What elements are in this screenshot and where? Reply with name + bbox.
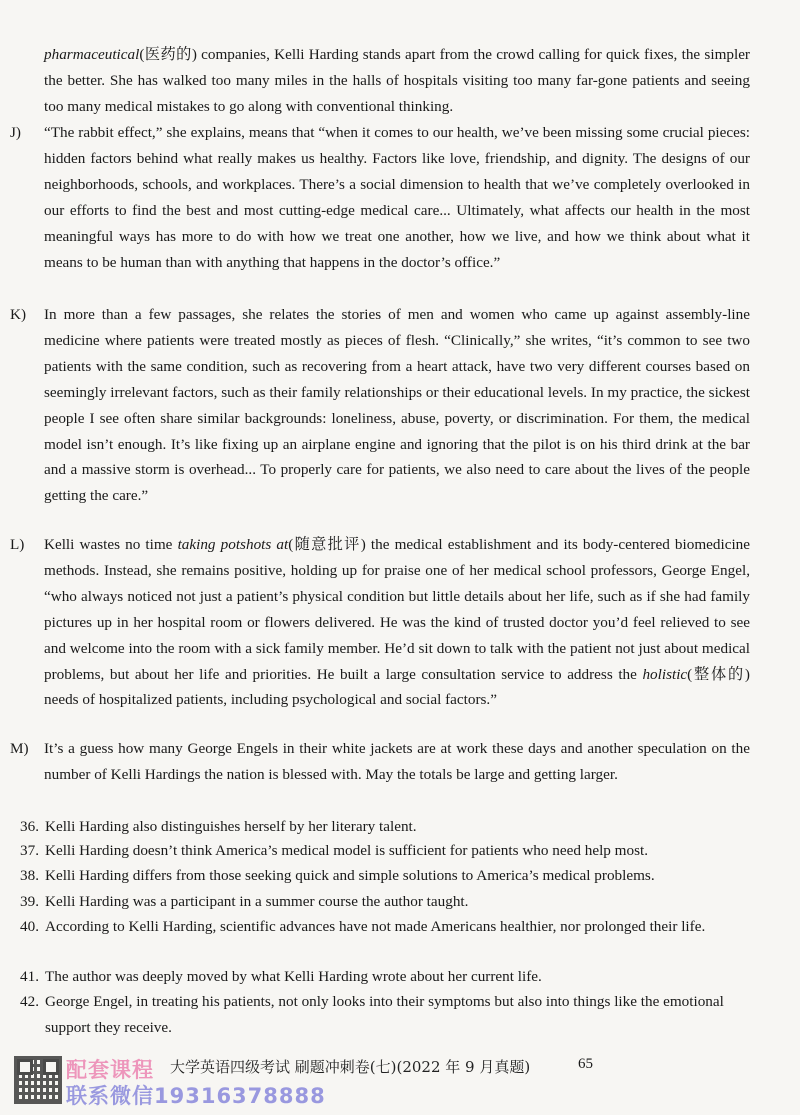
paragraph-label: M) (10, 740, 29, 757)
question-text: Kelli Harding was a participant in a summer course the author taught. (45, 893, 469, 911)
question-38 (20, 863, 732, 889)
paragraph-k (10, 302, 750, 509)
paragraph-text: It’s a guess how many George Engels in their white jackets are at work these days and another speculation on the number of Kelli Hardings the nation is blessed with. May the totals be large and getting larger. (44, 740, 750, 783)
page-footer (0, 1048, 800, 1115)
question-41 (20, 964, 732, 990)
paragraph-text: In more than a few passages, she relates the stories of men and women who came up against assembly-line medicine where patients were treated mostly as pieces of flesh. “Clinically,” she writes, “it’s common to see two patients with the same condition, such as recovering from a heart attack, have two very different courses based on seemingly irrelevant factors, such as their family relationships or their educational levels. In my practice, the sickest people I see often share similar backgrounds: loneliness, abuse, poverty, or discrimination. For them, the medical model isn’t enough. It’s like fixing up an airplane engine and ignoring that the pilot is on his third drink at the bar and a massive storm is overhead... To properly care for patients, we also need to care about the lives of the people getting the care.” (44, 306, 750, 505)
question-36 (20, 814, 732, 840)
qr-code-icon (14, 1056, 62, 1104)
intro-italic-term: pharmaceutical (44, 46, 140, 63)
question-number: 37. (20, 842, 39, 859)
paragraph-text: “The rabbit effect,” she explains, means that “when it comes to our health, we’ve been missing some crucial pieces: hidden factors behind what really makes us healthy. Factors like love, friendship, and dignity. The designs of our neighborhoods, schools, and workplaces. There’s a social dimension to health that we’ve completely overlooked in our efforts to find the best and most cutting-edge medical care... Ultimately, what affects our health in the most meaningful ways has more to do with how we treat one another, how we live, and how we think about what it means to be human than with anything that happens in the doctor’s office.” (44, 124, 750, 271)
watermark-line-2: 联系微信19316378888 (66, 1084, 326, 1108)
question-number: 41. (20, 968, 39, 985)
question-text: Kelli Harding also distinguishes herself by her literary talent. (45, 818, 417, 836)
running-title: 大学英语四级考试 刷题冲刺卷(七)(2022 年 9 月真题) (170, 1058, 531, 1076)
paragraph-m (10, 736, 750, 788)
question-text: Kelli Harding differs from those seeking quick and simple solutions to America’s medical problems. (45, 867, 655, 885)
paragraph-j (10, 120, 750, 275)
passage-intro (10, 42, 750, 120)
question-number: 39. (20, 893, 39, 910)
paragraph-l (10, 532, 750, 713)
paragraph-label: K) (10, 306, 27, 323)
question-number: 40. (20, 918, 39, 935)
question-text: George Engel, in treating his patients, not only looks into their symptoms but also into things like the emotional support they receive. (45, 993, 724, 1036)
page-number: 65 (578, 1056, 593, 1072)
question-text: According to Kelli Harding, scientific advances have not made Americans healthier, nor prolonged their life. (45, 918, 706, 936)
italic-term: holistic (642, 665, 688, 683)
question-40 (20, 914, 732, 940)
question-number: 42. (20, 993, 39, 1010)
intro-text: (医药的) companies, Kelli Harding stands apart from the crowd calling for quick fixes, the simpler the better. She has walked too many miles in the halls of hospitals visiting too many far-gone patients and seeing too many medical mistakes to go along with conventional thinking. (44, 46, 750, 115)
question-39 (20, 889, 732, 915)
question-42 (20, 989, 732, 1041)
italic-term: taking potshots at (177, 536, 289, 554)
paragraph-label: L) (10, 536, 25, 553)
paragraph-label: J) (10, 124, 21, 141)
paragraph-text: Kelli wastes no time taking potshots at(随意批评) the medical establishment and its body-centered biomedicine methods. Instead, she remains positive, holding up for praise one of her medical school professors, George Engel, “who always noticed not just a patient’s physical condition but little details about her life, such as if she had family pictures up in her hospital room or flowers delivered. He was the kind of trusted doctor you’d feel relieved to see and welcome into the room with a sick family member. He’d sit down to talk with the patient not just about medical problems, but about her life and priorities. He built a large consultation service to address the holistic(整体的) needs of hospitalized patients, including psychological and social factors.” (44, 536, 750, 709)
question-number: 38. (20, 867, 39, 884)
question-text: Kelli Harding doesn’t think America’s medical model is sufficient for patients who need help most. (45, 842, 649, 860)
question-37 (20, 838, 732, 864)
question-text: The author was deeply moved by what Kelli Harding wrote about her current life. (45, 968, 542, 986)
watermark-line-1: 配套课程 (66, 1058, 154, 1082)
question-number: 36. (20, 818, 39, 835)
